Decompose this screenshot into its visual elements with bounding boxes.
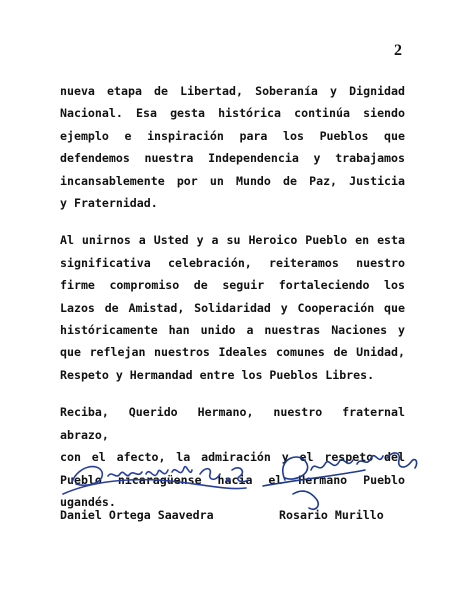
text-line: Nacional. Esa gesta histórica continúa siendo (60, 106, 405, 121)
text-line: significativa celebración, reiteramos nuestro (60, 255, 405, 270)
text-line: Pueblo nicaragüense hacia el Hermano Pueblo (60, 472, 405, 487)
text-line: que reflejan nuestros Ideales comunes de Unidad, (60, 345, 405, 360)
text-line: incansablemente por un Mundo de Paz, Justicia (60, 173, 405, 188)
paragraph-2 (60, 229, 405, 386)
text-line: y Fraternidad. (60, 196, 158, 211)
signatory-name-left: Daniel Ortega Saavedra (60, 508, 214, 522)
signatory-name-right: Rosario Murillo (279, 508, 384, 522)
signature-block-left (60, 452, 250, 522)
text-line: ejemplo e inspiración para los Pueblos que (60, 128, 405, 143)
paragraph-1 (60, 80, 405, 214)
text-line: con el afecto, la admiración y el respeto del (60, 450, 405, 465)
text-line: ugandés. (60, 494, 116, 509)
handwritten-signature-left (60, 452, 250, 504)
text-line: defendemos nuestra Independencia y trabajamos (60, 151, 405, 166)
text-line: históricamente han unido a nuestras Naciones y (60, 323, 405, 338)
text-line: Al unirnos a Usted y a su Heroico Pueblo en esta (60, 233, 405, 248)
text-line: Lazos de Amistad, Solidaridad y Cooperación que (60, 300, 405, 315)
page-number: 2 (394, 42, 402, 59)
text-line: Respeto y Hermandad entre los Pueblos Libres. (60, 367, 375, 382)
text-line: firme compromiso de seguir fortaleciendo los (60, 278, 405, 293)
signature-block-right (255, 440, 425, 522)
text-line: Reciba, Querido Hermano, nuestro fraternal abrazo, (60, 405, 405, 442)
text-line: nueva etapa de Libertad, Soberanía y Dignidad (60, 84, 405, 98)
